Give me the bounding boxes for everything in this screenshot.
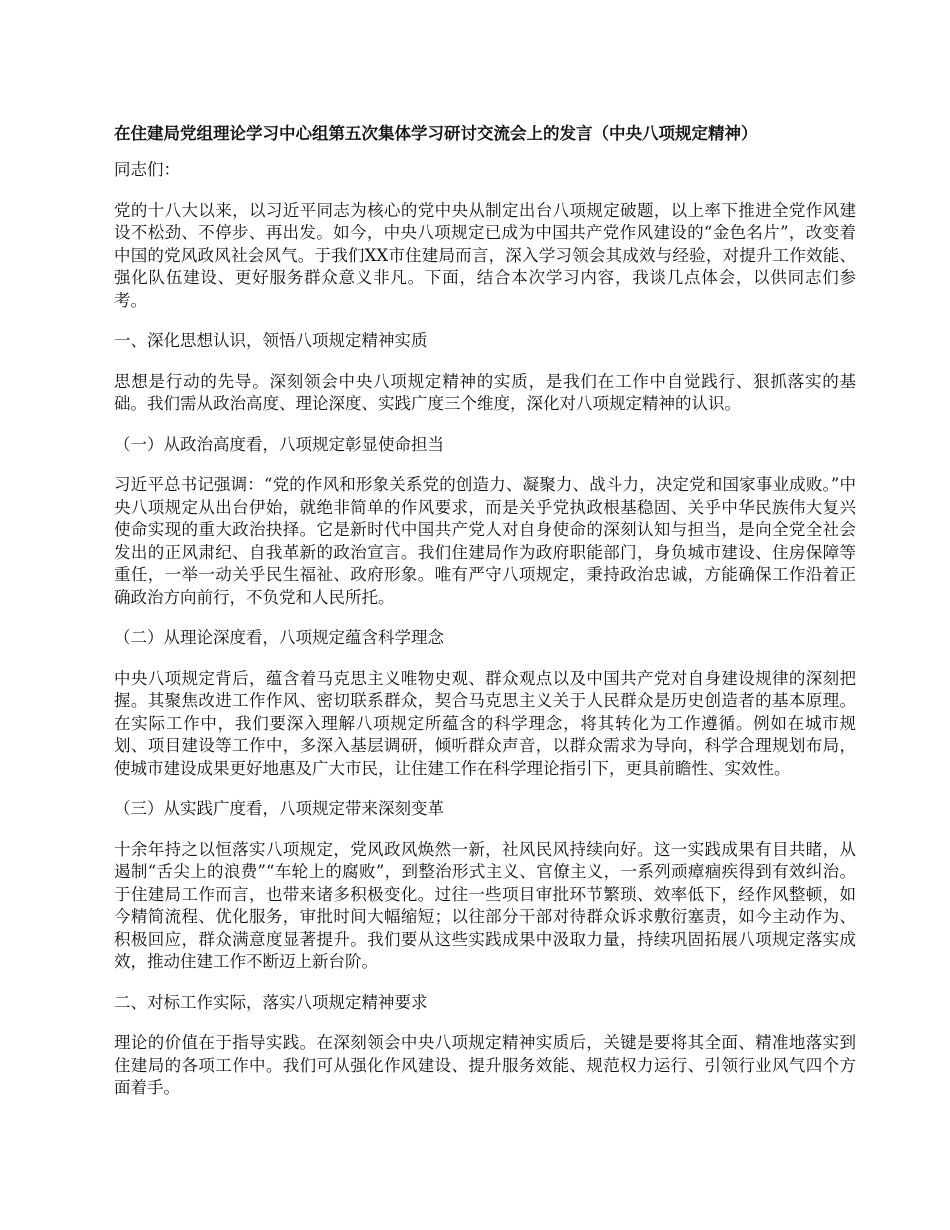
section-1-heading: 一、深化思想认识，领悟八项规定精神实质 xyxy=(114,331,428,350)
subsection-3-heading: （三）从实践广度看，八项规定带来深刻变革 xyxy=(114,799,444,818)
subsection-3-paragraph: 十余年持之以恒落实八项规定，党风政风焕然一新，社风民风持续向好。这一实践成果有目共睹，从遏制“舌尖上的浪费”“车轮上的腐败”，到整治形式主义、官僚主义，一系列顽瘴痼疾得到有效纠治。于住建局工作而言，也带来诸多积极变化。过往一些项目审批环节繁琐、效率低下，经作风整顿，如今精简流程、优化服务，审批时间大幅缩短；以往部分干部对待群众诉求敷衍塞责，如今主动作为、积极回应，群众满意度显著提升。我们要从这些实践成果中汲取力量，持续巩固拓展八项规定落实成效，推动住建工作不断迈上新台阶。 xyxy=(114,839,856,971)
section-2-paragraph: 理论的价值在于指导实践。在深刻领会中央八项规定精神实质后，关键是要将其全面、精准地落实到住建局的各项工作中。我们可从强化作风建设、提升服务效能、规范权力运行、引领行业风气四个方面着手。 xyxy=(114,1033,856,1097)
salutation: 同志们： xyxy=(114,160,180,179)
document-title: 在住建局党组理论学习中心组第五次集体学习研讨交流会上的发言（中央八项规定精神） xyxy=(114,124,758,143)
subsection-1-paragraph: 习近平总书记强调：“党的作风和形象关系党的创造力、凝聚力、战斗力，决定党和国家事业成败。”中央八项规定从出台伊始，就绝非简单的作风要求，而是关乎党执政根基稳固、关乎中华民族伟大复兴使命实现的重大政治抉择。它是新时代中国共产党人对自身使命的深刻认知与担当，是向全党全社会发出的正风肃纪、自我革新的政治宣言。我们住建局作为政府职能部门，身负城市建设、住房保障等重任，一举一动关乎民生福祉、政府形象。唯有严守八项规定，秉持政治忠诚，方能确保工作沿着正确政治方向前行，不负党和人民所托。 xyxy=(114,475,856,607)
subsection-2-paragraph: 中央八项规定背后，蕴含着马克思主义唯物史观、群众观点以及中国共产党对自身建设规律的深刻把握。其聚焦改进工作作风、密切联系群众，契合马克思主义关于人民群众是历史创造者的基本原理。在实际工作中，我们要深入理解八项规定所蕴含的科学理念，将其转化为工作遵循。例如在城市规划、项目建设等工作中，多深入基层调研，倾听群众声音，以群众需求为导向，科学合理规划布局，使城市建设成果更好地惠及广大市民，让住建工作在科学理论指引下，更具前瞻性、实效性。 xyxy=(114,668,856,778)
section-2-heading: 二、对标工作实际，落实八项规定精神要求 xyxy=(114,992,428,1012)
subsection-1-heading: （一）从政治高度看，八项规定彰显使命担当 xyxy=(114,434,444,454)
section-1-paragraph: 思想是行动的先导。深刻领会中央八项规定精神的实质，是我们在工作中自觉践行、狠抓落实的基础。我们需从政治高度、理论深度、实践广度三个维度，深化对八项规定精神的认识。 xyxy=(114,371,856,413)
subsection-2-heading: （二）从理论深度看，八项规定蕴含科学理念 xyxy=(114,628,444,647)
document-page xyxy=(114,122,856,1118)
intro-paragraph: 党的十八大以来，以习近平同志为核心的党中央从制定出台八项规定破题，以上率下推进全党作风建设不松劲、不停步、再出发。如今，中央八项规定已成为中国共产党作风建设的“金色名片”，改变着中国的党风政风社会风气。于我们XX市住建局而言，深入学习领会其成效与经验，对提升工作效能、强化队伍建设、更好服务群众意义非凡。下面，结合本次学习内容，我谈几点体会，以供同志们参考。 xyxy=(114,200,856,310)
